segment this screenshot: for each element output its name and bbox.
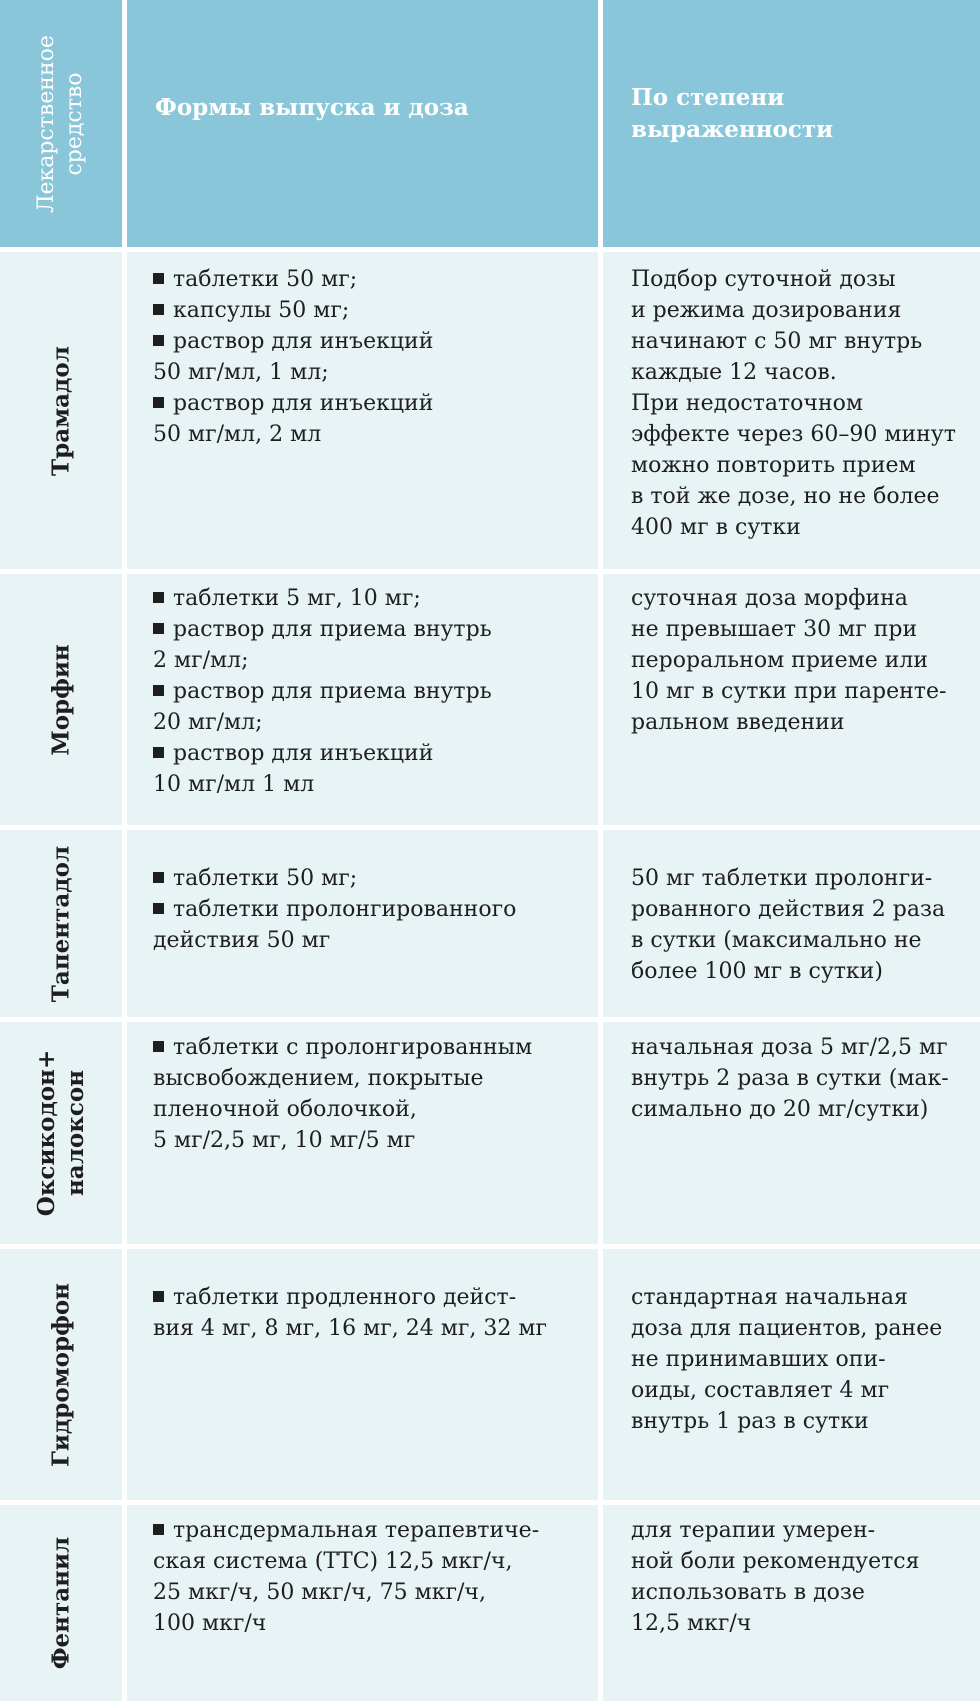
drug-cell-hydromorphone (0, 1249, 122, 1500)
list-item: трансдермальная терапевтиче- (153, 1515, 590, 1546)
dose-cell-tramadol (603, 252, 980, 569)
bullet-icon (153, 273, 164, 284)
forms-cell-morphine (127, 574, 598, 825)
list-item: капсулы 50 мг; (153, 295, 590, 326)
list-item-cont: 50 мг/мл, 1 мл; (153, 360, 329, 385)
list-item-cont: ская система (ТТС) 12,5 мкг/ч, (153, 1549, 513, 1574)
drug-name (32, 1050, 90, 1216)
list-item: раствор для инъекций (153, 738, 590, 769)
drug-name: Гидроморфон (47, 1282, 75, 1467)
list-item: раствор для приема внутрь (153, 676, 590, 707)
forms-cell-tapentadol (127, 830, 598, 1017)
dose-text: начальная доза 5 мг/2,5 мг внутрь 2 раза в сутки (мак- симально до 20 мг/сутки) (631, 1035, 949, 1122)
bullet-icon (153, 1291, 164, 1302)
header-drug-label (33, 35, 89, 213)
drug-name-line2: налоксон (62, 1069, 89, 1197)
list-item-cont: 50 мг/мл, 2 мл (153, 422, 322, 447)
list-item: таблетки с пролонгированным (153, 1032, 590, 1063)
forms-list (153, 1282, 590, 1344)
list-item-cont: вия 4 мг, 8 мг, 16 мг, 24 мг, 32 мг (153, 1316, 548, 1341)
header-dose-label (631, 82, 833, 146)
bullet-icon (153, 623, 164, 634)
drug-cell-oxycodone (0, 1022, 122, 1244)
forms-list (153, 1032, 590, 1156)
forms-list (153, 863, 590, 956)
dose-cell-hydromorphone (603, 1249, 980, 1500)
header-forms-label: Формы выпуска и доза (155, 94, 469, 121)
header-dose-line1: По степени (631, 84, 785, 111)
list-item-cont: 25 мкг/ч, 50 мкг/ч, 75 мкг/ч, (153, 1580, 486, 1605)
bullet-icon (153, 872, 164, 883)
list-item: раствор для инъекций (153, 326, 590, 357)
dose-cell-oxycodone (603, 1022, 980, 1244)
list-item-cont: 20 мг/мл; (153, 710, 263, 735)
forms-cell-tramadol (127, 252, 598, 569)
list-item-cont: высвобождением, покрытые (153, 1066, 484, 1091)
dose-cell-morphine (603, 574, 980, 825)
bullet-icon (153, 747, 164, 758)
list-item-cont: 10 мг/мл 1 мл (153, 772, 315, 797)
list-item: раствор для инъекций (153, 388, 590, 419)
list-item: таблетки 50 мг; (153, 863, 590, 894)
bullet-icon (153, 685, 164, 696)
dose-text: стандартная начальная доза для пациентов, ранее не принимавших опи- оиды, составляет 4 мг внутрь 1 раз в сутки (631, 1285, 943, 1434)
dose-text: 50 мг таблетки пролонги- рованного действия 2 раза в сутки (максимально не более 100 мг в сутки) (631, 866, 946, 984)
header-dose-line2: выраженности (631, 116, 834, 143)
drug-name: Фентанил (47, 1536, 75, 1670)
list-item-cont: 2 мг/мл; (153, 648, 249, 673)
dose-cell-fentanyl (603, 1505, 980, 1701)
drug-cell-fentanyl (0, 1505, 122, 1701)
dose-text: для терапии умерен- ной боли рекомендуется использовать в дозе 12,5 мкг/ч (631, 1518, 920, 1636)
list-item-cont: 100 мкг/ч (153, 1611, 267, 1636)
list-item: таблетки 50 мг; (153, 264, 590, 295)
forms-cell-oxycodone (127, 1022, 598, 1244)
drug-name: Тапентадол (47, 845, 75, 1002)
list-item-cont: пленочной оболочкой, (153, 1097, 417, 1122)
bullet-icon (153, 335, 164, 346)
list-item: таблетки продленного дейст- (153, 1282, 590, 1313)
list-item: таблетки пролонгированного (153, 894, 590, 925)
forms-list (153, 264, 590, 450)
drug-name: Морфин (47, 643, 75, 756)
header-drug-cell (0, 0, 122, 247)
bullet-icon (153, 1524, 164, 1535)
drug-cell-morphine (0, 574, 122, 825)
forms-cell-fentanyl (127, 1505, 598, 1701)
bullet-icon (153, 903, 164, 914)
header-drug-label-line2: средство (62, 71, 87, 176)
bullet-icon (153, 304, 164, 315)
header-drug-label-line1: Лекарственное (34, 34, 59, 213)
drug-name: Трамадол (47, 345, 75, 476)
bullet-icon (153, 1041, 164, 1052)
forms-list (153, 1515, 590, 1639)
dose-text: Подбор суточной дозы и режима дозирования начинают с 50 мг внутрь каждые 12 часов. При недостаточном эффекте через 60–90 минут можно повторить прием в той же дозе, но не более 400 мг в сутки (631, 267, 956, 540)
list-item: раствор для приема внутрь (153, 614, 590, 645)
drug-cell-tapentadol (0, 830, 122, 1017)
dose-text: суточная доза морфина не превышает 30 мг при пероральном приеме или 10 мг в сутки при паренте- ральном введении (631, 586, 947, 735)
forms-list (153, 583, 590, 800)
bullet-icon (153, 397, 164, 408)
bullet-icon (153, 592, 164, 603)
dose-cell-tapentadol (603, 830, 980, 1017)
drug-cell-tramadol (0, 252, 122, 569)
drug-name-line1: Оксикодон+ (33, 1049, 60, 1217)
list-item: таблетки 5 мг, 10 мг; (153, 583, 590, 614)
header-dose-cell (603, 0, 980, 247)
forms-cell-hydromorphone (127, 1249, 598, 1500)
header-forms-cell (127, 0, 598, 247)
list-item-cont: действия 50 мг (153, 928, 331, 953)
list-item-cont: 5 мг/2,5 мг, 10 мг/5 мг (153, 1128, 416, 1153)
